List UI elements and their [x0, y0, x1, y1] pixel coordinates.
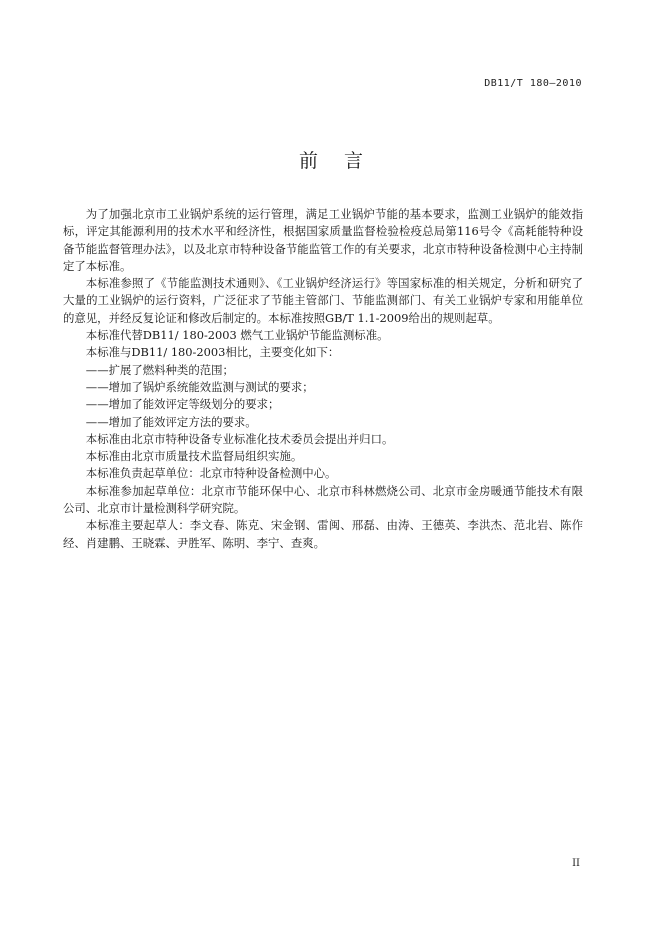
paragraph-drafters: 本标准主要起草人：李文春、陈克、宋金钢、雷闽、邢磊、由涛、王德英、李洪杰、范北岩、陈作经、肖建鹏、王晓霖、尹胜军、陈明、李宁、查爽。	[63, 518, 583, 550]
change-item: ——增加了能效评定方法的要求。	[85, 414, 257, 429]
change-item: ——扩展了燃料种类的范围；	[85, 362, 234, 377]
page-number: II	[572, 858, 580, 869]
paragraph-drafting-unit: 本标准负责起草单位：北京市特种设备检测中心。	[85, 466, 337, 481]
paragraph-participating-units: 本标准参加起草单位：北京市节能环保中心、北京市科林燃烧公司、北京市金房暖通节能技术有限公司、北京市计量检测科学研究院。	[63, 483, 583, 516]
paragraph-changes-intro: 本标准与DB11/ 180-2003相比，主要变化如下：	[85, 345, 340, 360]
paragraph-replaces: 本标准代替DB11/ 180-2003 燃气工业锅炉节能监测标准。	[85, 328, 389, 343]
change-item: ——增加了锅炉系统能效监测与测试的要求；	[85, 379, 314, 394]
change-item: ——增加了能效评定等级划分的要求；	[85, 397, 280, 412]
paragraph-references: 本标准参照了《节能监测技术通则》、《工业锅炉经济运行》等国家标准的相关规定，分析和研究了大量的工业锅炉的运行资料，广泛征求了节能主管部门、节能监测部门、有关工业锅炉专家和用能单位的意见，并经反复论证和修改后制定的。本标准按照GB/T 1.1-2009给出的规则起草。	[63, 276, 583, 325]
foreword-body	[63, 206, 583, 552]
paragraph-implemented-by: 本标准由北京市质量技术监督局组织实施。	[85, 449, 303, 464]
standard-code: DB11/T 180—2010	[484, 78, 582, 89]
paragraph-purpose: 为了加强北京市工业锅炉系统的运行管理，满足工业锅炉节能的基本要求，监测工业锅炉的能效指标，评定其能源利用的技术水平和经济性，根据国家质量监督检验检疫总局第116号令《高耗能特种设备节能监督管理办法》，以及北京市特种设备节能监管工作的有关要求，北京市特种设备检测中心主持制定了本标准。	[63, 207, 583, 273]
paragraph-proposed-by: 本标准由北京市特种设备专业标准化技术委员会提出并归口。	[85, 431, 394, 446]
page-title: 前言	[298, 150, 389, 172]
